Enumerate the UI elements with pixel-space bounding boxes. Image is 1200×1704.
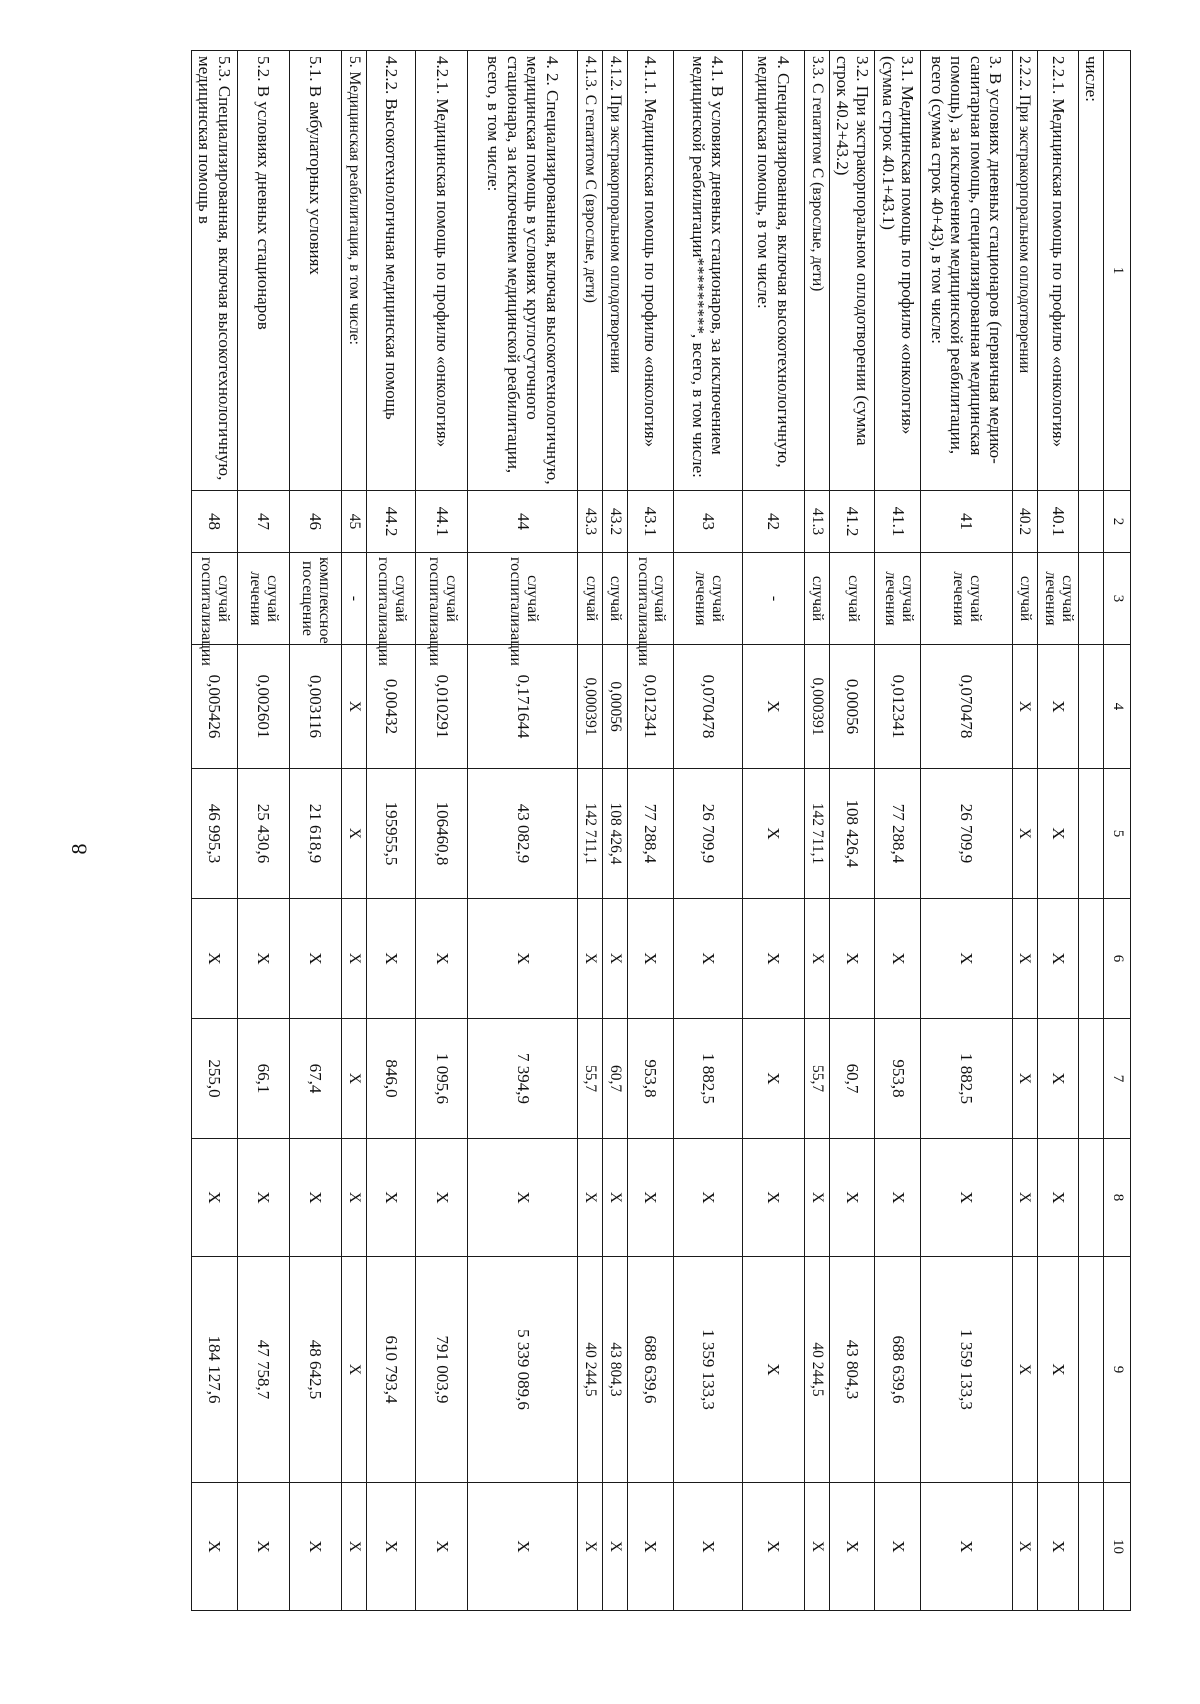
page-number: 8 [66,843,92,855]
norm-volume-cell: 0,00432 [366,645,416,769]
oms-cost-cell [1079,1257,1104,1483]
percent-cell: X [875,1483,921,1611]
per-capita-oms-cell: X [1012,1019,1037,1139]
norm-volume-cell: 0,000391 [578,645,603,769]
oms-cost-cell: 48 642,5 [289,1257,341,1483]
norm-cost-cell: 26 709,9 [674,769,743,899]
per-capita-budget-cell: X [804,899,829,1019]
budget-cost-cell: X [289,1139,341,1257]
per-capita-budget-cell: X [289,899,341,1019]
row-name-cell: 4.1.2. При экстракорпоральном оплодотворении [603,51,628,491]
oms-cost-cell: 791 003,9 [416,1257,468,1483]
oms-cost-cell: 43 804,3 [603,1257,628,1483]
norm-volume-cell: 0,012341 [875,645,921,769]
table-row [674,51,743,1611]
row-code-cell: 43.2 [603,491,628,553]
norm-cost-cell: 43 082,9 [468,769,578,899]
unit-cell: случай госпитализации [468,553,578,645]
oms-cost-cell: 40 244,5 [804,1257,829,1483]
oms-cost-cell: X [341,1257,366,1483]
per-capita-budget-cell: X [416,899,468,1019]
table-row [578,51,603,1611]
row-code-cell [1079,491,1104,553]
budget-cost-cell: X [341,1139,366,1257]
oms-cost-cell: 47 758,7 [237,1257,289,1483]
percent-cell: X [1037,1483,1079,1611]
budget-cost-cell [1079,1139,1104,1257]
unit-cell: случай [1012,553,1037,645]
norm-volume-cell: 0,171644 [468,645,578,769]
norm-volume-cell: 0,002601 [237,645,289,769]
table-row [1037,51,1079,1611]
row-code-cell: 44.1 [416,491,468,553]
oms-cost-cell: X [742,1257,804,1483]
percent-cell: X [804,1483,829,1611]
row-code-cell: 43 [674,491,743,553]
norm-cost-cell: 46 995,3 [192,769,238,899]
table-row [1012,51,1037,1611]
per-capita-oms-cell: 953,8 [628,1019,674,1139]
norm-volume-cell: X [341,645,366,769]
norm-volume-cell: 0,00056 [829,645,875,769]
row-name-cell: числе: [1079,51,1104,491]
oms-cost-cell: X [1012,1257,1037,1483]
table-row [366,51,416,1611]
column-header: 6 [1104,899,1131,1019]
percent-cell: X [289,1483,341,1611]
row-name-cell: 4.1.1. Медицинская помощь по профилю «онкология» [628,51,674,491]
row-name-cell: 4.1. В условиях дневных стационаров, за исключением медицинской реабилитации*********, всего, в том числе: [674,51,743,491]
unit-cell: случай лечения [921,553,1012,645]
unit-cell: случай госпитализации [416,553,468,645]
rotated-table-sheet [191,50,1131,1610]
column-header: 7 [1104,1019,1131,1139]
unit-cell: - [742,553,804,645]
per-capita-oms-cell: 55,7 [578,1019,603,1139]
column-header: 9 [1104,1257,1131,1483]
norm-cost-cell: 108 426,4 [603,769,628,899]
row-name-cell: 3. В условиях дневных стационаров (первичная медико-санитарная помощь, специализированная медицинская помощь), за исключением медицинской реабилитации, всего (сумма строк 40+43), в том числе: [921,51,1012,491]
table-row [192,51,238,1611]
per-capita-oms-cell: 67,4 [289,1019,341,1139]
table-row [468,51,578,1611]
table-row [603,51,628,1611]
column-header: 8 [1104,1139,1131,1257]
per-capita-oms-cell: X [341,1019,366,1139]
norm-cost-cell: 106460,8 [416,769,468,899]
unit-cell: случай госпитализации [192,553,238,645]
per-capita-budget-cell: X [1037,899,1079,1019]
column-header: 3 [1104,553,1131,645]
percent-cell: X [578,1483,603,1611]
row-name-cell: 2.2.2. При экстракорпоральном оплодотворении [1012,51,1037,491]
per-capita-oms-cell: 953,8 [875,1019,921,1139]
per-capita-oms-cell: 1 882,5 [674,1019,743,1139]
unit-cell: случай лечения [1037,553,1079,645]
per-capita-budget-cell: X [875,899,921,1019]
norm-cost-cell: 21 618,9 [289,769,341,899]
unit-cell: случай [829,553,875,645]
row-code-cell: 43.1 [628,491,674,553]
percent-cell: X [416,1483,468,1611]
table-row [921,51,1012,1611]
unit-cell: случай [578,553,603,645]
row-code-cell: 41.3 [804,491,829,553]
table-row [237,51,289,1611]
norm-volume-cell: 0,00056 [603,645,628,769]
norm-cost-cell: 26 709,9 [921,769,1012,899]
budget-cost-cell: X [742,1139,804,1257]
per-capita-oms-cell [1079,1019,1104,1139]
column-header: 1 [1104,51,1131,491]
row-code-cell: 48 [192,491,238,553]
norm-cost-cell: 142 711,1 [578,769,603,899]
per-capita-budget-cell: X [603,899,628,1019]
oms-cost-cell: 43 804,3 [829,1257,875,1483]
unit-cell: - [341,553,366,645]
table-row [341,51,366,1611]
norm-volume-cell: 0,003116 [289,645,341,769]
budget-cost-cell: X [1012,1139,1037,1257]
percent-cell: X [674,1483,743,1611]
per-capita-oms-cell: X [1037,1019,1079,1139]
per-capita-oms-cell: 1 095,6 [416,1019,468,1139]
per-capita-oms-cell: 55,7 [804,1019,829,1139]
row-code-cell: 41.1 [875,491,921,553]
percent-cell: X [192,1483,238,1611]
row-code-cell: 40.1 [1037,491,1079,553]
table-row [1079,51,1104,1611]
norm-volume-cell [1079,645,1104,769]
budget-cost-cell: X [674,1139,743,1257]
norm-cost-cell: X [341,769,366,899]
norm-cost-cell: 77 288,4 [875,769,921,899]
per-capita-oms-cell: 1 882,5 [921,1019,1012,1139]
percent-cell: X [603,1483,628,1611]
unit-cell [1079,553,1104,645]
per-capita-budget-cell: X [921,899,1012,1019]
norm-cost-cell: 108 426,4 [829,769,875,899]
row-name-cell: 2.2.1. Медицинская помощь по профилю «онкология» [1037,51,1079,491]
unit-cell: случай [804,553,829,645]
percent-cell [1079,1483,1104,1611]
row-name-cell: 4. 2. Специализированная, включая высокотехнологичную, медицинская помощь в условиях круглосуточного стационара, за исключением медицинской реабилитации, всего, в том числе: [468,51,578,491]
table-row [628,51,674,1611]
oms-cost-cell: 40 244,5 [578,1257,603,1483]
budget-cost-cell: X [416,1139,468,1257]
column-header: 4 [1104,645,1131,769]
per-capita-budget-cell: X [829,899,875,1019]
per-capita-oms-cell: 60,7 [829,1019,875,1139]
row-code-cell: 43.3 [578,491,603,553]
table-row [875,51,921,1611]
percent-cell: X [366,1483,416,1611]
norm-volume-cell: 0,000391 [804,645,829,769]
unit-cell: случай лечения [237,553,289,645]
row-code-cell: 46 [289,491,341,553]
per-capita-budget-cell: X [192,899,238,1019]
row-name-cell: 5. Медицинская реабилитация, в том числе: [341,51,366,491]
norm-volume-cell: X [1012,645,1037,769]
column-number-row [1104,51,1131,1611]
row-code-cell: 42 [742,491,804,553]
row-code-cell: 47 [237,491,289,553]
percent-cell: X [468,1483,578,1611]
row-name-cell: 5.2. В условиях дневных стационаров [237,51,289,491]
oms-cost-cell: 610 793,4 [366,1257,416,1483]
oms-cost-cell: 688 639,6 [875,1257,921,1483]
unit-cell: случай лечения [674,553,743,645]
column-header: 5 [1104,769,1131,899]
norm-volume-cell: 0,012341 [628,645,674,769]
unit-cell: случай госпитализации [628,553,674,645]
unit-cell: комплексное посещение [289,553,341,645]
row-code-cell: 44 [468,491,578,553]
percent-cell: X [921,1483,1012,1611]
row-name-cell: 4.2.1. Медицинская помощь по профилю «онкология» [416,51,468,491]
budget-cost-cell: X [366,1139,416,1257]
norm-cost-cell: X [742,769,804,899]
percent-cell: X [628,1483,674,1611]
percent-cell: X [829,1483,875,1611]
budget-cost-cell: X [578,1139,603,1257]
percent-cell: X [237,1483,289,1611]
per-capita-budget-cell: X [341,899,366,1019]
financing-table [191,50,1131,1611]
norm-cost-cell: 142 711,1 [804,769,829,899]
per-capita-budget-cell: X [237,899,289,1019]
per-capita-budget-cell: X [366,899,416,1019]
percent-cell: X [341,1483,366,1611]
norm-volume-cell: X [1037,645,1079,769]
per-capita-oms-cell: 60,7 [603,1019,628,1139]
row-name-cell: 4. Специализированная, включая высокотехнологичную, медицинская помощь, в том числе: [742,51,804,491]
unit-cell: случай [603,553,628,645]
per-capita-oms-cell: 846,0 [366,1019,416,1139]
per-capita-budget-cell: X [468,899,578,1019]
per-capita-budget-cell: X [628,899,674,1019]
norm-cost-cell [1079,769,1104,899]
budget-cost-cell: X [1037,1139,1079,1257]
row-name-cell: 4.2.2. Высокотехнологичная медицинская помощь [366,51,416,491]
column-header: 10 [1104,1483,1131,1611]
table-row [829,51,875,1611]
norm-cost-cell: 25 430,6 [237,769,289,899]
norm-volume-cell: 0,070478 [674,645,743,769]
budget-cost-cell: X [921,1139,1012,1257]
table-row [742,51,804,1611]
norm-volume-cell: 0,070478 [921,645,1012,769]
row-name-cell: 5.1. В амбулаторных условиях [289,51,341,491]
row-name-cell: 3.2. При экстракорпоральном оплодотворении (сумма строк 40.2+43.2) [829,51,875,491]
row-name-cell: 3.3. С гепатитом С (взрослые, дети) [804,51,829,491]
budget-cost-cell: X [804,1139,829,1257]
oms-cost-cell: X [1037,1257,1079,1483]
percent-cell: X [742,1483,804,1611]
row-code-cell: 45 [341,491,366,553]
norm-cost-cell: 77 288,4 [628,769,674,899]
budget-cost-cell: X [192,1139,238,1257]
row-code-cell: 41 [921,491,1012,553]
row-code-cell: 40.2 [1012,491,1037,553]
table-row [289,51,341,1611]
norm-volume-cell: 0,005426 [192,645,238,769]
oms-cost-cell: 184 127,6 [192,1257,238,1483]
norm-cost-cell: X [1012,769,1037,899]
row-code-cell: 41.2 [829,491,875,553]
oms-cost-cell: 1 359 133,3 [921,1257,1012,1483]
table-row [416,51,468,1611]
unit-cell: случай лечения [875,553,921,645]
per-capita-oms-cell: 7 394,9 [468,1019,578,1139]
budget-cost-cell: X [468,1139,578,1257]
norm-volume-cell: 0,010291 [416,645,468,769]
oms-cost-cell: 5 339 089,6 [468,1257,578,1483]
budget-cost-cell: X [829,1139,875,1257]
unit-cell: случай госпитализации [366,553,416,645]
per-capita-budget-cell: X [742,899,804,1019]
per-capita-oms-cell: 255,0 [192,1019,238,1139]
column-header: 2 [1104,491,1131,553]
norm-volume-cell: X [742,645,804,769]
per-capita-budget-cell: X [1012,899,1037,1019]
per-capita-budget-cell [1079,899,1104,1019]
per-capita-budget-cell: X [674,899,743,1019]
per-capita-budget-cell: X [578,899,603,1019]
row-name-cell: 5.3. Специализированная, включая высокотехнологичную, медицинская помощь в [192,51,238,491]
table-row [804,51,829,1611]
percent-cell: X [1012,1483,1037,1611]
budget-cost-cell: X [628,1139,674,1257]
per-capita-oms-cell: 66,1 [237,1019,289,1139]
row-name-cell: 4.1.3. С гепатитом С (взрослые, дети) [578,51,603,491]
norm-cost-cell: X [1037,769,1079,899]
budget-cost-cell: X [603,1139,628,1257]
oms-cost-cell: 1 359 133,3 [674,1257,743,1483]
norm-cost-cell: 195955,5 [366,769,416,899]
per-capita-oms-cell: X [742,1019,804,1139]
budget-cost-cell: X [237,1139,289,1257]
oms-cost-cell: 688 639,6 [628,1257,674,1483]
budget-cost-cell: X [875,1139,921,1257]
row-code-cell: 44.2 [366,491,416,553]
row-name-cell: 3.1. Медицинская помощь по профилю «онкология» (сумма строк 40.1+43.1) [875,51,921,491]
